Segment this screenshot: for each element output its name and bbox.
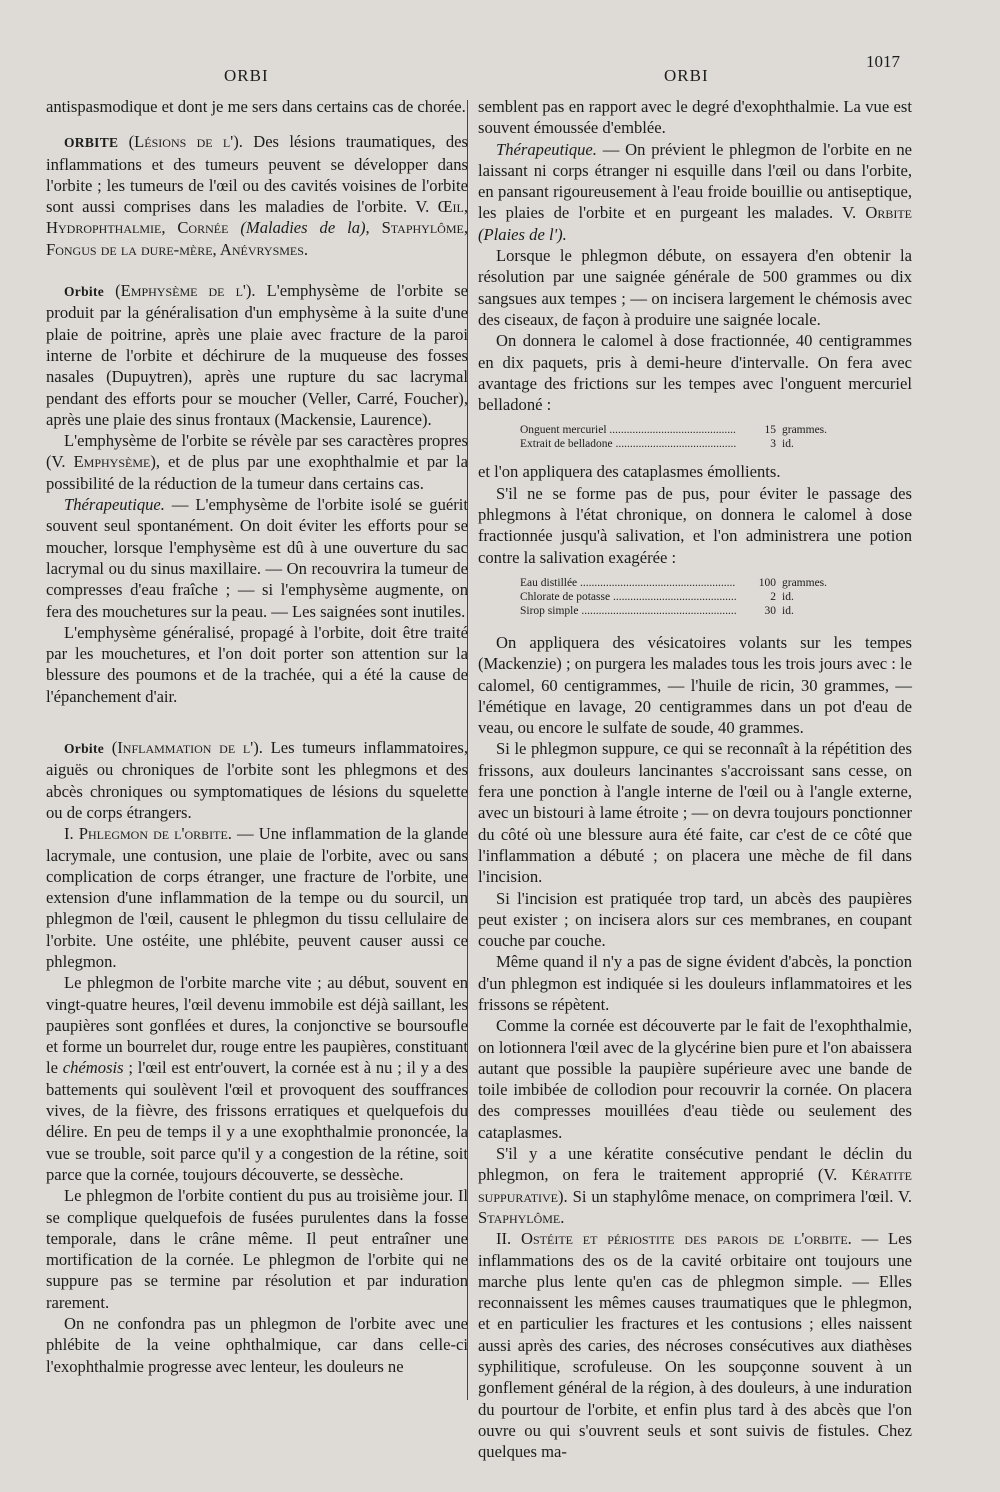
entry-headword: ORBITE xyxy=(64,135,119,151)
running-head-left: ORBI xyxy=(224,66,269,85)
entry-inflammation: Orbite (Inflammation de l'). Les tumeurs inflammatoires, aiguës ou chroniques de l'orbite sont les phlegmons et des abcès chroniques ou symptomatiques de lésions du squelette ou de corps étrangers. xyxy=(46,738,468,822)
paragraph: Thérapeutique. — L'emphysème de l'orbite isolé se guérit souvent seul spontanément. On doit éviter les efforts pour se moucher, lorsque l'emphysème est dû à une ouverture du sac lacrymal ou du sinus maxillaire. — On recouvrira la tumeur de compresses d'eau fraîche ; — si l'emphysème augmente, on fera des mouchetures sur la peau. — Les saignées sont inutiles. xyxy=(46,495,468,621)
recipe-row: Chlorate de potasse ..... 2 id. xyxy=(520,590,850,604)
paragraph: Si l'incision est pratiquée trop tard, un abcès des paupières peut exister ; on incisera alors sur ces membranes, en coupant couche par couche. xyxy=(478,888,912,951)
paragraph: Lorsque le phlegmon débute, on essayera d'en obtenir la résolution par une saignée générale de 500 grammes ou dix sangsues aux tempes ; — on incisera largement le chémosis avec des ciseaux, de façon à produire une saignée locale. xyxy=(478,246,912,329)
cross-reference: Emphysème xyxy=(73,452,151,472)
continued-paragraph: semblent pas en rapport avec le degré d'exophthalmie. La vue est souvent émoussée d'emblée. xyxy=(478,97,912,138)
paragraph: On donnera le calomel à dose fractionnée, 40 centigrammes en dix paquets, pris à demi-heure d'intervalle. On fera avec avantage des frictions sur les tempes avec l'onguent mercuriel belladoné : xyxy=(478,331,912,415)
continued-paragraph: antispasmodique et dont je me sers dans certains cas de chorée. xyxy=(46,97,466,116)
paragraph: Si le phlegmon suppure, ce qui se reconnaît à la répétition des frissons, aux douleurs lancinantes s'accroissant sans cesse, on fera une ponction à l'angle interne de l'œil ou à l'angle externe, avec un bistouri à lame étroite ; — on devra toujours ponctionner du côté où une blessure aura été faite, car c'est de ce côté que l'inflammation a débuté ; on placera une mèche de fil dans l'incision. xyxy=(478,739,912,887)
section-label: Thérapeutique. xyxy=(64,495,165,515)
recipe-row: Eau distillée ..... 100 grammes. xyxy=(520,576,850,590)
recipe-row: Onguent mercuriel ..... 15 grammes. xyxy=(520,423,850,437)
paragraph: II. Ostéite et périostite des parois de l'orbite. — Les inflammations des os de la cavité orbitaire ont toujours une marche plus lente qu'en cas de phlegmon simple. — Elles reconnaissent les mêmes causes traumatiques que le phlegmon, et en particulier les fractures et les contusions ; elles naissent aussi après des caries, des nécroses consécutives aux diathèses syphilitique, scrofuleuse. On les soupçonne souvent à un gonflement général de la région, à des douleurs, à une induration du pourtour de l'orbite, et enfin plus tard à des abcès que l'on ouvre ou qui s'ouvrent seuls et sont suivis de fistules. Chez quelques ma- xyxy=(478,1229,912,1462)
entry-emphyseme: Orbite (Emphysème de l'). L'emphysème de l'orbite se produit par la généralisation d'un emphysème à la suite d'une plaie de poitrine, après une plaie avec fracture de la paroi interne de l'orbite et déchirure de la muqueuse des fosses nasales (Dupuytren), après une rupture du sac lacrymal pendant des efforts pour se moucher (Veller, Carré, Foucher), après une plaie des sinus frontaux (Mackensie, Laurence). xyxy=(46,281,468,429)
paragraph: I. Phlegmon de l'orbite. — Une inflammation de la glande lacrymale, une contusion, une plaie de l'orbite, avec ou sans complication de corps étranger, une fracture de l'orbite, une extension d'une inflammation de la tempe ou du sourcil, un phlegmon de l'œil, causent le phlegmon du tissu cellulaire de l'orbite. Une ostéite, une phlébite, peuvent causer aussi ce phlegmon. xyxy=(46,824,469,971)
paragraph: L'emphysème de l'orbite se révèle par ses caractères propres (V. Emphysème), et de plus par une exophthalmie et par la possibilité de la réduction de la tumeur dans certains cas. xyxy=(46,431,468,493)
paragraph: Comme la cornée est découverte par le fait de l'exophthalmie, on lotionnera l'œil avec de la glycérine bien pure et l'on abaissera autant que possible la paupière supérieure avec une bande de toile imbibée de collodion pour recouvrir la cornée. On placera des compresses mouillées d'eau tiède ou seulement des cataplasmes. xyxy=(478,1016,912,1142)
entry-headword: Orbite xyxy=(64,741,105,757)
paragraph: Le phlegmon de l'orbite marche vite ; au début, souvent en vingt-quatre heures, l'œil devenu immobile est déjà saillant, les paupières sont gonflées et dures, la conjonctive se boursoufle et forme un bourrelet dur, rouge entre les paupières, constituant le chémosis ; l'œil est entr'ouvert, la cornée est à nu ; il y a des battements qui soulèvent l'œil et provoquent des souffrances vives, de la fièvre, des frissons erratiques et quelquefois du délire. En peu de temps il y a une exophthalmie prononcée, la vue se trouble, soit parce qu'il y a congestion de la rétine, soit parce que la cornée, toujours découverte, se dessèche. xyxy=(46,973,468,1184)
recipe-potion xyxy=(520,576,850,618)
running-head-right: ORBI xyxy=(664,66,709,85)
paragraph: et l'on appliquera des cataplasmes émollients. xyxy=(478,462,781,482)
paragraph: Le phlegmon de l'orbite contient du pus au troisième jour. Il se complique quelquefois de fusées purulentes dans la fosse temporale, dans le crâne même. Il peut entraîner une mortification de la cornée. Le phlegmon de l'orbite qui ne suppure pas se termine par résolution et par induration rarement. xyxy=(46,1186,468,1312)
left-column xyxy=(46,96,468,1377)
subsection-title: I. Phlegmon de l'orbite. xyxy=(64,824,232,844)
entry-subtitle: (Lésions de l'). xyxy=(128,132,243,152)
paragraph: S'il ne se forme pas de pus, pour éviter le passage des phlegmons à l'état chronique, on donnera le calomel à dose fractionnée jusqu'à salivation, et l'on administrera une potion contre la salivation exagérée : xyxy=(478,483,912,567)
entry-subtitle: (Emphysème de l'). xyxy=(115,281,256,301)
paragraph: On ne confondra pas un phlegmon de l'orbite avec une phlébite de la veine ophthalmique, car dans celle-ci l'exophthalmie progresse avec lenteur, les douleurs ne xyxy=(46,1314,468,1376)
paragraph: Même quand il n'y a pas de signe évident d'abcès, la ponction d'un phlegmon est indiquée si les douleurs inflammatoires et les frissons se répètent. xyxy=(478,952,912,1014)
recipe-row: Sirop simple ..... 30 id. xyxy=(520,604,850,618)
paragraph: On appliquera des vésicatoires volants sur les tempes (Mackenzie) ; on purgera les malades tous les trois jours avec : le calomel, 60 centigrammes, — l'huile de ricin, 30 grammes, — l'émétique en lavage, 20 centigrammes dans un pot d'eau de veau, ou encore le sulfate de soude, 40 grammes. xyxy=(478,632,912,738)
cross-reference: Orbite xyxy=(865,203,912,223)
cross-reference: Kératite suppurative xyxy=(478,1165,912,1206)
recipe-onguent xyxy=(520,423,850,451)
entry-headword: Orbite xyxy=(64,284,105,300)
section-label: Thérapeutique. xyxy=(496,139,597,159)
recipe-row: Extrait de belladone ..... 3 id. xyxy=(520,437,850,451)
paragraph: Thérapeutique. — On prévient le phlegmon de l'orbite en ne laissant ni corps étranger ni esquille dans l'œil ou dans l'orbite, en pansant rigoureusement à l'eau froide bouillie ou antiseptique, les plaies de l'orbite et en purgeant les malades. V. Orbite (Plaies de l'). xyxy=(478,139,912,244)
cross-reference: Œil, Hydrophthalmie, Cornée xyxy=(46,197,468,238)
entry-lesions: ORBITE (Lésions de l'). Des lésions traumatiques, des inflammations et des tumeurs peuvent se développer dans l'orbite ; les tumeurs de l'œil ou des cavités voisines de l'orbite sont aussi comprises dans les maladies de l'orbite. V. Œil, Hydrophthalmie, Cornée (Maladies de la), Staphylôme, Fongus de la dure-mère, Anévrysmes. xyxy=(46,132,468,259)
page-number: 1017 xyxy=(866,52,900,71)
subsection-title: II. Ostéite et périostite des parois de l'orbite. xyxy=(496,1229,852,1249)
paragraph: L'emphysème généralisé, propagé à l'orbite, doit être traité par les mouchetures, et l'on doit porter son attention sur la blessure des poumons et de la trachée, qui a été la cause de l'épanchement d'air. xyxy=(46,622,468,706)
entry-subtitle: (Inflammation de l'). xyxy=(111,738,263,758)
cross-reference: Staphylôme xyxy=(478,1207,561,1227)
cross-reference: , Staphylôme, Fongus de la dure-mère, Anévrysmes. xyxy=(46,218,468,259)
right-column xyxy=(478,96,912,1463)
paragraph: S'il y a une kératite consécutive pendant le déclin du phlegmon, on fera le traitement approprié (V. Kératite suppurative). Si un staphylôme menace, on comprimera l'œil. V. Staphylôme. xyxy=(478,1144,912,1227)
